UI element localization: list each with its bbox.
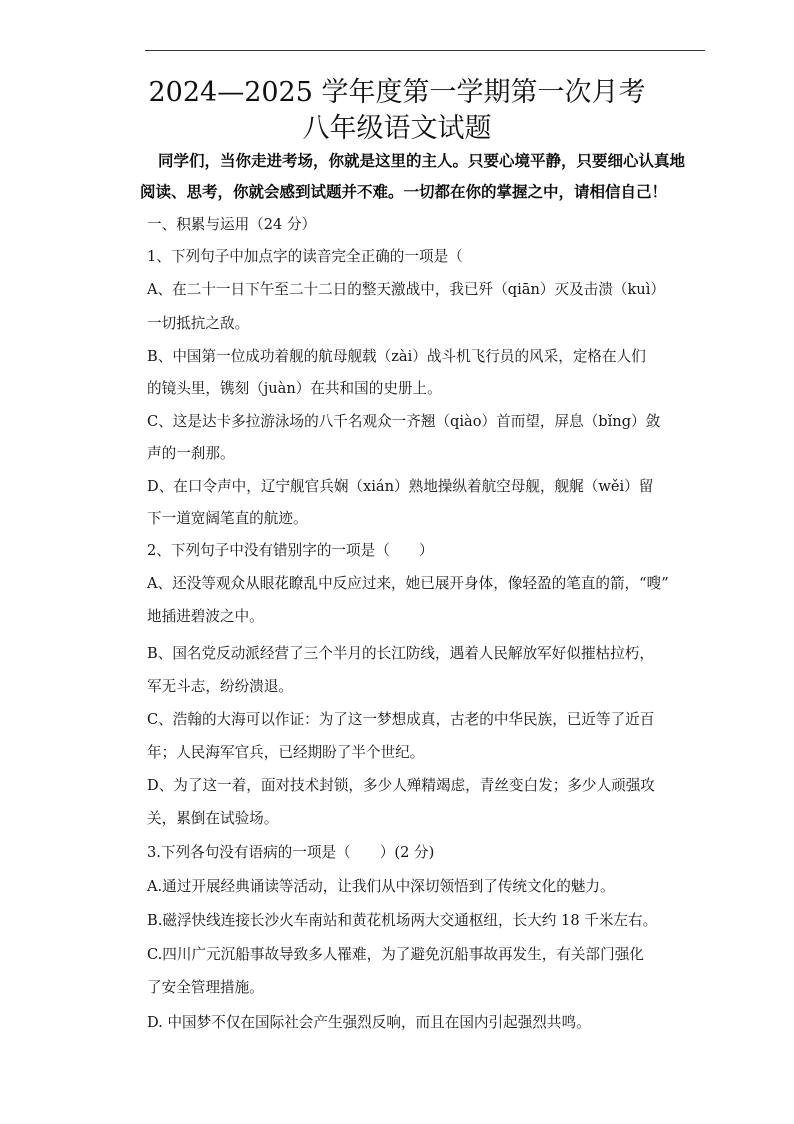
question-3-stem: 3.下列各句没有语病的一项是（ ）(2 分) xyxy=(147,844,435,861)
header-rule xyxy=(145,50,705,51)
question-1-stem: 1、下列句子中加点字的读音完全正确的一项是（ xyxy=(147,248,463,265)
intro-line: 同学们，当你走进考场，你就是这里的主人。只要心境平静，只要细心认真地 xyxy=(158,152,686,170)
q2-option-d-cont: 关，累倒在试验场。 xyxy=(147,810,279,827)
q3-option-c-cont: 了安全管理措施。 xyxy=(147,979,264,996)
q1-option-b-cont: 的镜头里，镌刻（juàn）在共和国的史册上。 xyxy=(147,380,442,397)
q1-option-c: C、这是达卡多拉游泳场的八千名观众一齐翘（qiào）首而望，屏息（bǐng）敛 xyxy=(147,413,661,430)
q1-option-c-cont: 声的一刹那。 xyxy=(147,445,235,462)
q1-option-a-cont: 一切抵抗之敌。 xyxy=(147,315,250,332)
question-2-stem: 2、下列句子中没有错别字的一项是（ ） xyxy=(147,542,434,559)
q1-option-a: A、在二十一日下午至二十二日的整天激战中，我已歼（qiān）灭及击溃（kuì） xyxy=(147,281,665,298)
q3-option-d: D. 中国梦不仅在国际社会产生强烈反响，而且在国内引起强烈共鸣。 xyxy=(147,1014,591,1031)
intro-line: 阅读、思考，你就会感到试题并不难。一切都在你的掌握之中，请相信自己！ xyxy=(140,183,668,201)
q2-option-d: D、为了这一着，面对技术封锁，多少人殚精竭虑，青丝变白发；多少人顽强攻 xyxy=(147,777,655,794)
q2-option-b: B、国名党反动派经营了三个半月的长江防线，遇着人民解放军好似摧枯拉朽， xyxy=(147,645,654,662)
q3-option-c: C.四川广元沉船事故导致多人罹难，为了避免沉船事故再发生，有关部门强化 xyxy=(147,946,644,963)
q2-option-c-cont: 年；人民海军官兵，已经期盼了半个世纪。 xyxy=(147,744,425,761)
exam-title: 2024—2025 学年度第一学期第一次月考 xyxy=(148,77,646,108)
exam-subtitle: 八年级语文试题 xyxy=(302,113,492,144)
q3-option-b: B.磁浮快线连接长沙火车南站和黄花机场两大交通枢纽，长大约 18 千米左右。 xyxy=(147,912,658,929)
q1-option-d: D、在口令声中，辽宁舰官兵娴（xián）熟地操纵着航空母舰，舰艉（wěi）留 xyxy=(147,478,654,495)
q3-option-a: A.通过开展经典诵读等活动，让我们从中深切领悟到了传统文化的魅力。 xyxy=(147,878,615,895)
q1-option-b: B、中国第一位成功着舰的航母舰载（zài）战斗机飞行员的风采，定格在人们 xyxy=(147,348,646,365)
q2-option-b-cont: 军无斗志，纷纷溃退。 xyxy=(147,678,293,695)
q2-option-a: A、还没等观众从眼花瞭乱中反应过来，她已展开身体，像轻盈的笔直的箭，“嗖” xyxy=(147,575,669,592)
q1-option-d-cont: 下一道宽阔笔直的航迹。 xyxy=(147,510,308,527)
q2-option-a-cont: 地插进碧波之中。 xyxy=(147,608,264,625)
section-heading: 一、积累与运用（24 分） xyxy=(147,216,317,233)
q2-option-c: C、浩翰的大海可以作证：为了这一梦想成真，古老的中华民族，已近等了近百 xyxy=(147,711,655,728)
